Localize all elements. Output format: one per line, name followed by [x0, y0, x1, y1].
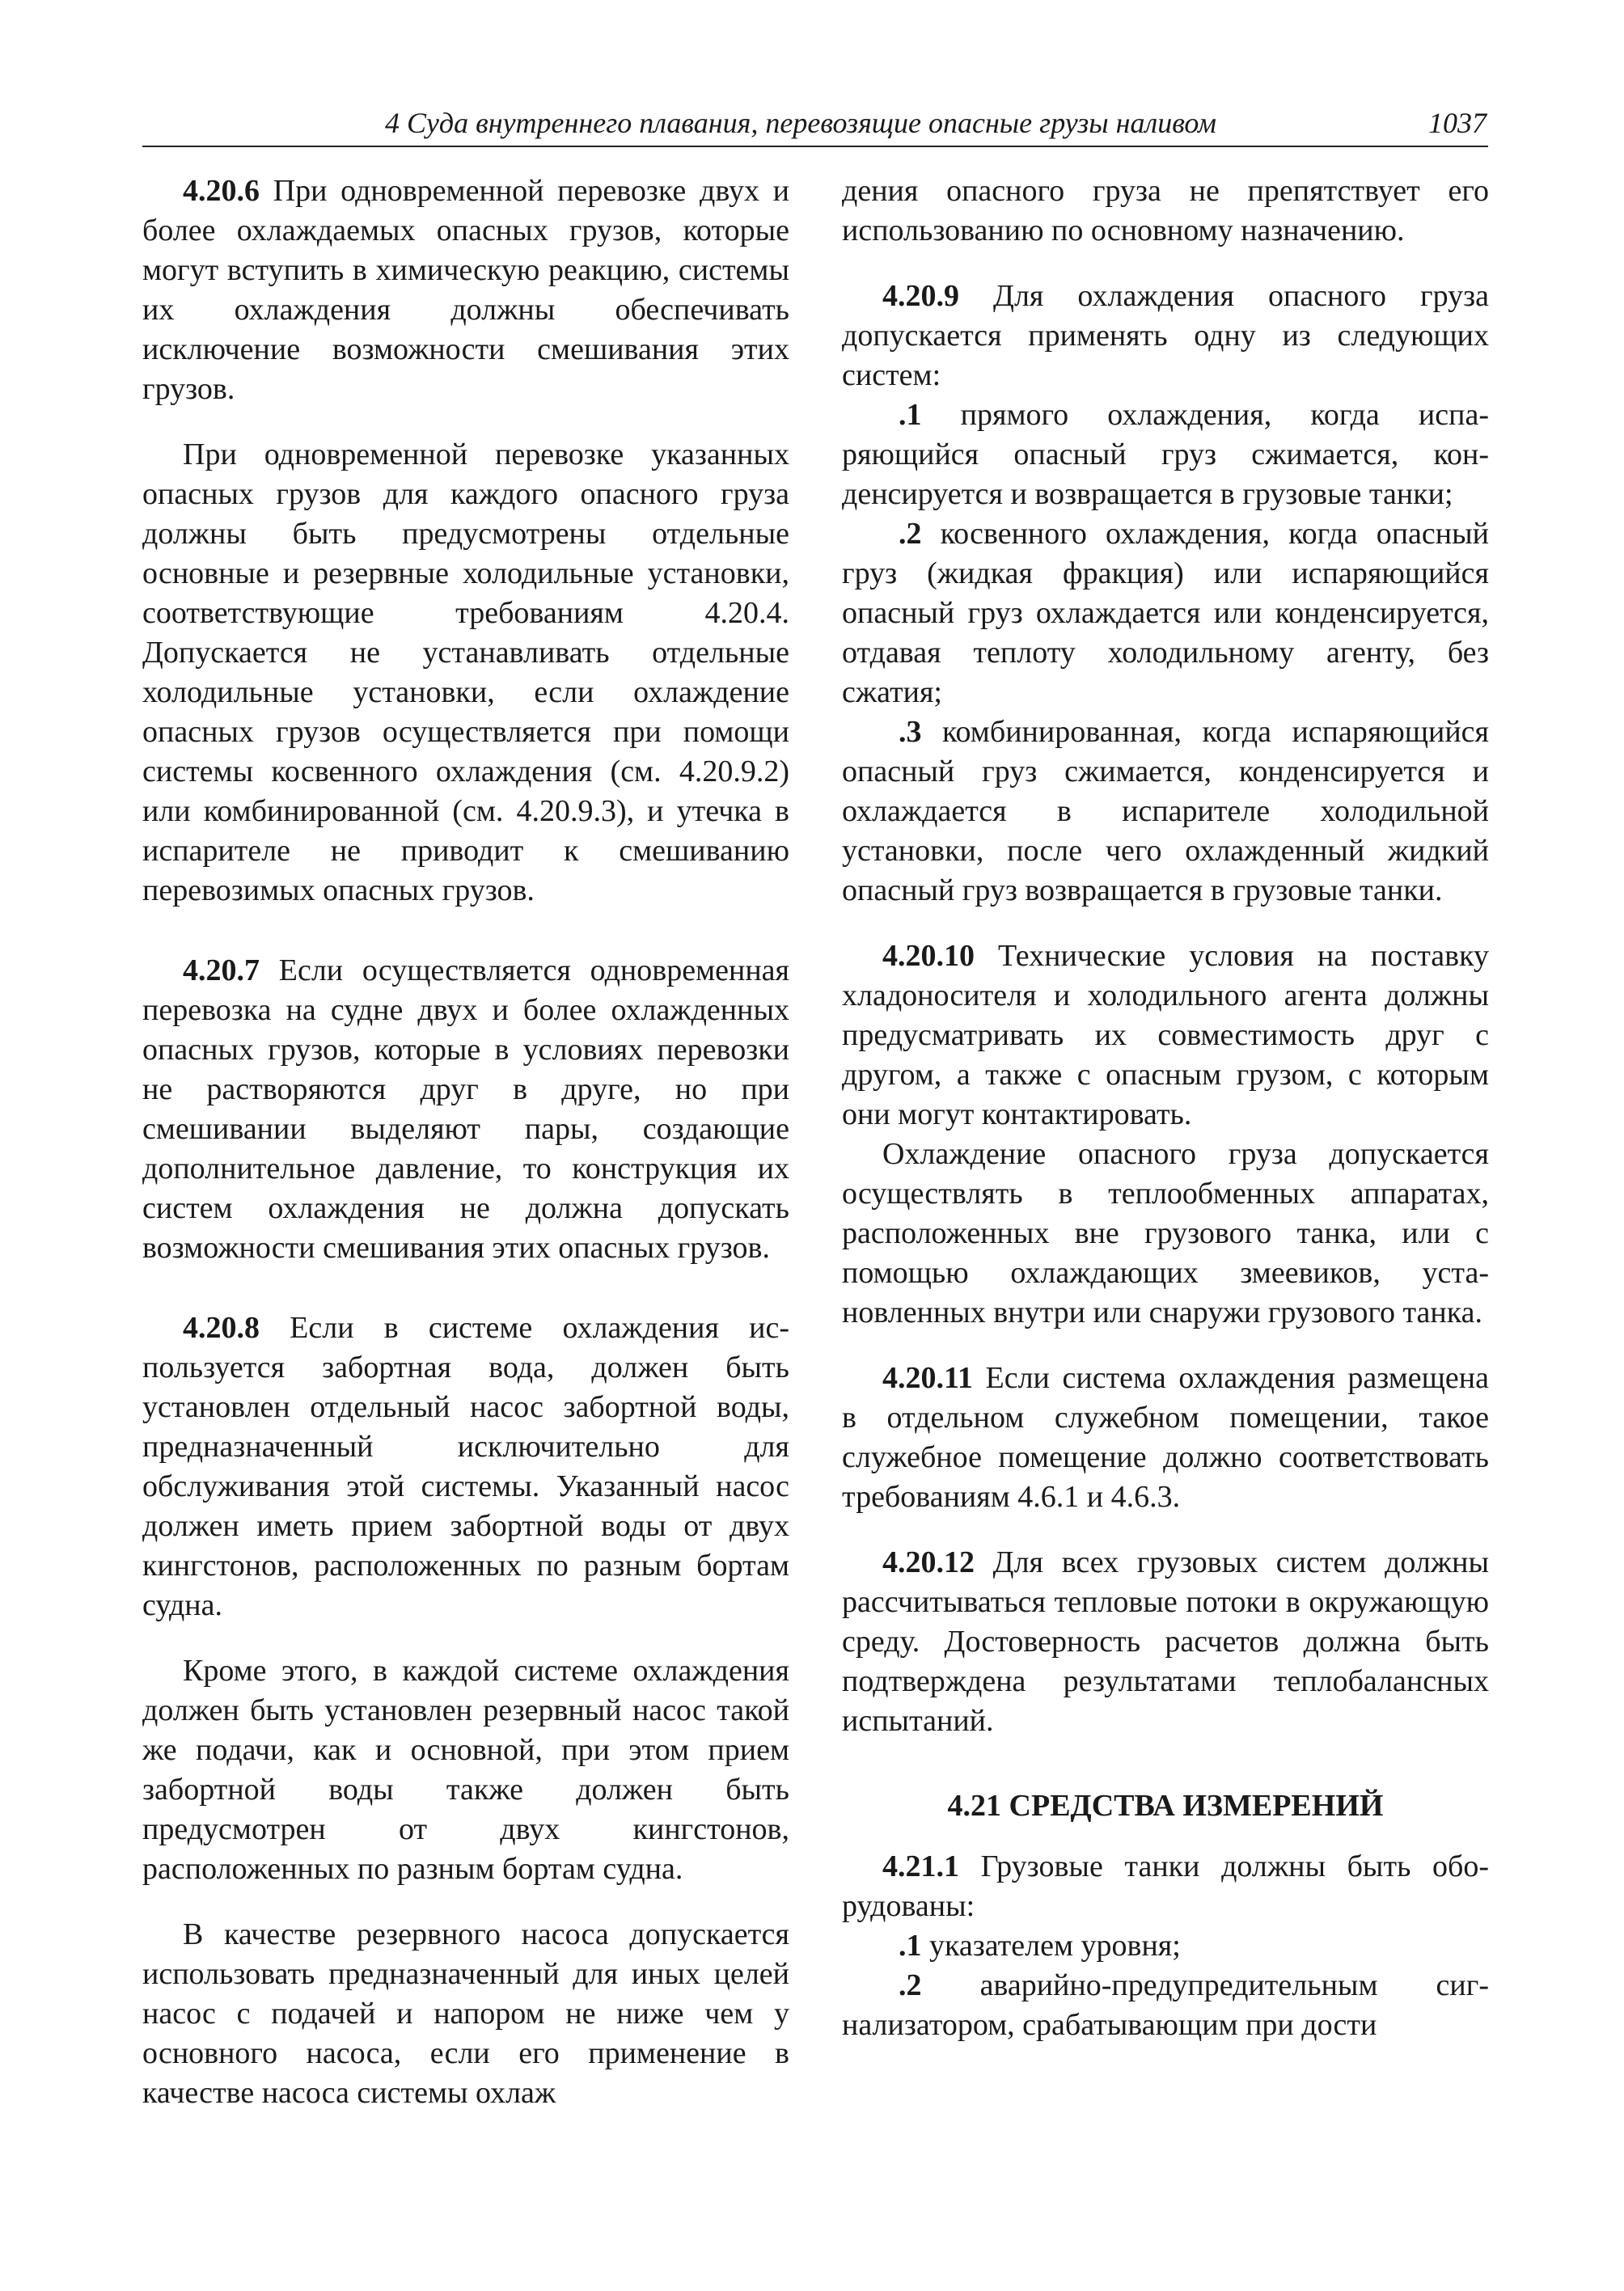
paragraph-text-block — [142, 1915, 789, 2113]
running-title: 4 Суда внутреннего плавания, перевозящие опасные грузы наливом — [385, 107, 1216, 139]
item-number: .2 — [899, 517, 922, 551]
item-text: аварийно-предупредительным сигнализатором, срабатывающим при дости — [842, 1968, 1489, 2042]
paragraph-4-20-9 — [842, 277, 1489, 395]
paragraph-text: Для всех грузовых систем должны рассчитываться тепловые потоки в окружающую среду. Достоверность расчетов должна быть подтверждена результатами теплобалансных испытаний. — [842, 1545, 1489, 1738]
paragraph-text: Охлаждение опасного груза допускается осуществлять в теплообменных аппаратах, расположенных вне грузового танка, или с помощью охлаждающих змеевиков, установленных внутри или снаружи грузового танка. — [842, 1137, 1489, 1329]
clause-number: 4.20.6 — [183, 174, 260, 208]
paragraph-text: Технические условия на поставку хладоносителя и холодильного агента должны предусматривать их совместимость друг с другом, а также с опасным грузом, с которым они могут контактировать. — [842, 939, 1489, 1131]
clause-number: 4.20.8 — [183, 1311, 260, 1345]
paragraph-text: Если система охлаждения размещена в отдельном служебном помещении, такое служебное помещение должно соответствовать требованиям 4.6.1 и 4.6.3. — [842, 1361, 1489, 1514]
paragraph-4-20-7 — [142, 951, 789, 1268]
clause-number: 4.20.7 — [183, 953, 260, 987]
item-number: .2 — [899, 1968, 922, 2002]
paragraph-4-20-8 — [142, 1308, 789, 1625]
list-item — [842, 1966, 1489, 2045]
item-text: прямого охлаждения, когда испаряющийся опасный груз сжимается, конденсируется и возвращается в грузовые танки; — [842, 398, 1489, 511]
page-number: 1037 — [1428, 107, 1487, 139]
item-number: .1 — [899, 1929, 922, 1963]
item-text: указателем уровня; — [921, 1929, 1181, 1963]
item-number: .1 — [899, 398, 922, 432]
list-item — [842, 514, 1489, 712]
paragraph-4-20-11 — [842, 1359, 1489, 1517]
section-heading: 4.21 СРЕДСТВА ИЗМЕРЕНИЙ — [947, 1789, 1384, 1823]
page-header — [142, 104, 1488, 147]
paragraph-text: В качестве резервного насоса допускается использовать предназначенный для иных целей насос с подачей и напором не ниже чем у основного насоса, если его применение в качестве насоса системы охлаж — [142, 1917, 789, 2110]
paragraph-4-21-1 — [842, 1847, 1489, 1926]
list-item — [842, 395, 1489, 514]
paragraph-text: При одновременной перевозке указанных опасных грузов для каждого опасного груза должны быть предусмотрены отдельные основные и резервные холодильные установки, соответствующие требованиям 4.20.4. Допускается не устанавливать отдельные холодильные установки, если охлаждение опасных грузов осуществляется при помощи системы косвенного охлаждения (см. 4.20.9.2) или комбинированной (см. 4.20.9.3), и утечка в испарителе не приводит к смешиванию перевозимых опасных грузов. — [142, 437, 789, 907]
paragraph-text-block — [142, 1651, 789, 1889]
item-number: .3 — [899, 715, 922, 749]
clause-number: 4.20.11 — [882, 1361, 973, 1395]
paragraph-text: Кроме этого, в каждой системе охлаждения должен быть установлен резервный насос такой же подачи, как и основной, при этом прием забортной воды также должен быть предусмотрен от двух кингстонов, расположенных по разным бортам судна. — [142, 1654, 789, 1886]
item-text: комбинированная, когда испаряющийся опасный груз сжимается, конденсируется и охлаждается в испарителе холодильной установки, после чего охлажденный жидкий опасный груз возвращается в грузовые танки. — [842, 715, 1489, 907]
paragraph-4-20-12 — [842, 1543, 1489, 1741]
list-item — [842, 1926, 1489, 1966]
paragraph-text: Для охлаждения опасного груза допускается применять одну из следующих систем: — [842, 279, 1489, 392]
clause-number: 4.21.1 — [882, 1849, 959, 1883]
paragraph-text: Если осуществляется одновременная перевозка на судне двух и более охлажденных опасных грузов, которые в условиях перевозки не растворяются друг в друге, но при смешивании выделяют пары, создающие дополнительное давление, то конструкция их систем охлаждения не должна допускать возможности смешивания этих опасных грузов. — [142, 953, 789, 1265]
paragraph-continuation — [842, 171, 1489, 251]
item-text: косвенного охлаждения, когда опасный груз (жидкая фракция) или испаряющийся опасный груз охлаждается или конденсируется, отдавая теплоту холодильному агенту, без сжатия; — [842, 517, 1489, 709]
paragraph-text-block — [842, 1135, 1489, 1333]
paragraph-text: дения опасного груза не препятствует его использованию по основному назначению. — [842, 174, 1489, 247]
paragraph-text: При одновременной перевозке двух и более охлаждаемых опасных грузов, которые могут вступить в химическую реакцию, системы их охлаждения должны обеспечивать исключение возможности смешивания этих грузов. — [142, 174, 789, 406]
list-item — [842, 712, 1489, 911]
left-column — [142, 171, 789, 2113]
paragraph-text: Грузовые танки должны быть оборудованы: — [842, 1849, 1489, 1923]
paragraph-text: Если в системе охлаждения используется забортная вода, должен быть установлен отдельный насос забортной воды, предназначенный исключительно для обслуживания этой системы. Указанный насос должен иметь прием забортной воды от двух кингстонов, расположенных по разным бортам судна. — [142, 1311, 789, 1622]
paragraph-4-20-6 — [142, 171, 789, 409]
clause-number: 4.20.10 — [882, 939, 975, 973]
clause-number: 4.20.12 — [882, 1545, 975, 1579]
right-column — [842, 171, 1489, 2045]
paragraph-4-20-10 — [842, 936, 1489, 1135]
paragraph-text-block — [142, 435, 789, 911]
clause-number: 4.20.9 — [882, 279, 959, 313]
